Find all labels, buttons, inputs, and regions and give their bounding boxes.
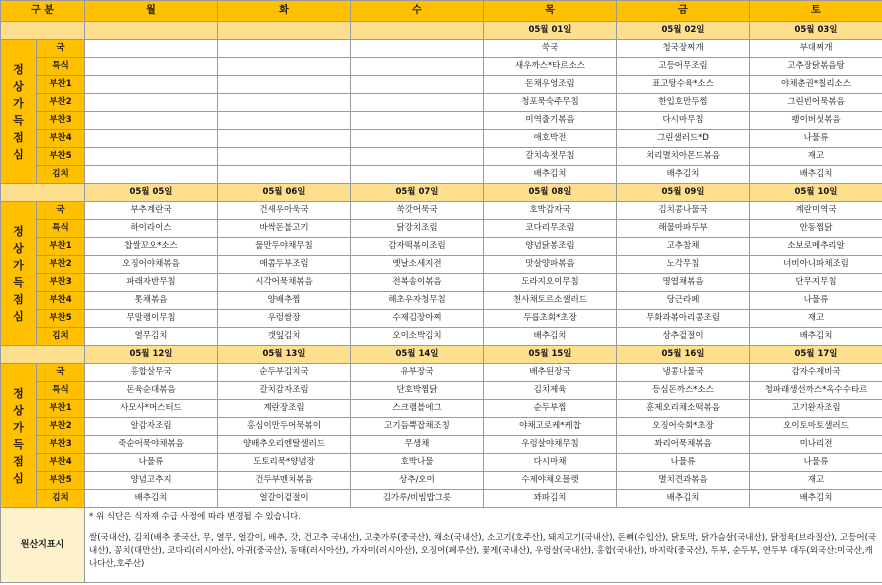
menu-cell: 오징어숙회*초장	[617, 418, 750, 436]
menu-cell: 꽈파김치	[484, 490, 617, 508]
menu-cell	[218, 94, 351, 112]
menu-cell	[218, 166, 351, 184]
menu-cell: 계란미역국	[750, 202, 882, 220]
menu-cell	[351, 58, 484, 76]
menu-row	[1, 490, 882, 508]
origin-notice: * 위 식단은 식자재 수급 사정에 따라 변경될 수 있습니다.	[89, 512, 301, 522]
date-row	[1, 346, 882, 364]
menu-cell: 꽈리어묵채볶음	[617, 436, 750, 454]
menu-cell: 오이토마토샐러드	[750, 418, 882, 436]
menu-cell: 코다리무조림	[484, 220, 617, 238]
row-label: 부찬1	[37, 238, 85, 256]
menu-row	[1, 40, 882, 58]
menu-cell: 단호박찜닭	[351, 382, 484, 400]
menu-cell: 갈치감자조림	[218, 382, 351, 400]
menu-row	[1, 220, 882, 238]
day-header-wed: 수	[351, 1, 484, 22]
row-label: 국	[37, 364, 85, 382]
menu-cell: 천사채토르소샐러드	[484, 292, 617, 310]
menu-cell	[351, 166, 484, 184]
menu-row	[1, 382, 882, 400]
row-label: 부찬4	[37, 130, 85, 148]
menu-cell	[85, 148, 218, 166]
menu-cell	[218, 58, 351, 76]
date-row-spacer	[1, 346, 85, 364]
menu-cell: 김치콩나물국	[617, 202, 750, 220]
menu-cell: 고기완자조림	[750, 400, 882, 418]
day-header-tue: 화	[218, 1, 351, 22]
row-label: 김치	[37, 490, 85, 508]
menu-cell	[85, 76, 218, 94]
menu-cell	[85, 94, 218, 112]
menu-cell: 무말랭이무침	[85, 310, 218, 328]
menu-cell: 소보로메추리알	[750, 238, 882, 256]
menu-cell: 해물마파두부	[617, 220, 750, 238]
menu-row	[1, 436, 882, 454]
menu-cell: 애호박전	[484, 130, 617, 148]
menu-cell	[218, 76, 351, 94]
menu-cell: 등심돈까스*소스	[617, 382, 750, 400]
menu-row	[1, 202, 882, 220]
menu-row	[1, 94, 882, 112]
origin-list: 쌀(국내산), 김치(배추 중국산, 무, 열무, 얼갈이, 배추, 갓, 건고추 국내산), 고춧가루(중국산), 채소(국내산), 소고기(호주산), 돼지고기(국내산), 돈뼈(수입산), 닭토막, 닭가슴살(국내산), 닭정육(브라질산), 고등어(국내산), 꽁치(대만산), 코다리(러시아산), 아귀(중국산), 동태(러시아산), 가자미(러시아산), 오징어(페루산), 꽃게(국내산), 우렁살(국내산), 홍합(국내산), 바지락(중국산), 두부, 순두부, 연두부 대두(외국산:미국산,캐나다산,호주산)	[89, 533, 877, 569]
meal-group-text: 정상가득점심	[13, 386, 24, 485]
menu-cell: 미역줄기볶음	[484, 112, 617, 130]
meal-group-text: 정상가득점심	[13, 224, 24, 323]
row-label: 부찬4	[37, 454, 85, 472]
menu-cell: 배추김치	[617, 490, 750, 508]
menu-cell: 도토리묵*양념장	[218, 454, 351, 472]
menu-cell: 청파래생선까스*옥수수타르	[750, 382, 882, 400]
menu-cell: 그린빈어묵볶음	[750, 94, 882, 112]
menu-cell: 파래자반무침	[85, 274, 218, 292]
menu-cell: 다시마채	[484, 454, 617, 472]
day-header-thu: 목	[484, 1, 617, 22]
menu-cell: 청포묵숙주무침	[484, 94, 617, 112]
row-label: 국	[37, 202, 85, 220]
menu-cell: 옛날소세지전	[351, 256, 484, 274]
menu-cell: 유부장국	[351, 364, 484, 382]
menu-row	[1, 418, 882, 436]
date-cell	[218, 22, 351, 40]
menu-cell: 노각무침	[617, 256, 750, 274]
menu-cell: 바싹돈불고기	[218, 220, 351, 238]
menu-cell: 홍합살무국	[85, 364, 218, 382]
menu-row	[1, 454, 882, 472]
menu-cell: 표고탕수육*소스	[617, 76, 750, 94]
date-cell: 05월 08일	[484, 184, 617, 202]
menu-cell: 멸치견과볶음	[617, 472, 750, 490]
menu-cell: 감자떡볶이조림	[351, 238, 484, 256]
menu-cell: 홍심이만두어묵볶이	[218, 418, 351, 436]
menu-cell: 사모사*머스터드	[85, 400, 218, 418]
row-label: 부찬3	[37, 112, 85, 130]
menu-cell: 순두부김치국	[218, 364, 351, 382]
meal-group-label	[1, 40, 37, 184]
date-cell: 05월 05일	[85, 184, 218, 202]
row-label: 부찬2	[37, 418, 85, 436]
menu-row	[1, 292, 882, 310]
row-label: 김치	[37, 328, 85, 346]
date-row	[1, 184, 882, 202]
menu-cell: 우렁살야채무침	[484, 436, 617, 454]
menu-cell: 다시마무침	[617, 112, 750, 130]
menu-cell: 열무김치	[85, 328, 218, 346]
menu-cell: 배추김치	[85, 490, 218, 508]
menu-cell: 배추김치	[750, 166, 882, 184]
menu-cell: 죽순어묵야채볶음	[85, 436, 218, 454]
row-label: 부찬5	[37, 472, 85, 490]
menu-row	[1, 400, 882, 418]
date-cell: 05월 13일	[218, 346, 351, 364]
menu-row	[1, 148, 882, 166]
menu-cell	[218, 112, 351, 130]
menu-cell: 단무지무침	[750, 274, 882, 292]
menu-cell: 안동찜닭	[750, 220, 882, 238]
menu-row	[1, 256, 882, 274]
menu-cell: 쑥갓어묵국	[351, 202, 484, 220]
menu-cell: 새우까스*타르소스	[484, 58, 617, 76]
menu-cell: 알감자조림	[85, 418, 218, 436]
menu-cell	[351, 94, 484, 112]
date-cell: 05월 14일	[351, 346, 484, 364]
menu-cell: 한입호만두찜	[617, 94, 750, 112]
menu-cell: 건두부멘치볶음	[218, 472, 351, 490]
menu-cell: 부추계란국	[85, 202, 218, 220]
menu-row	[1, 76, 882, 94]
menu-cell: 건새우아욱국	[218, 202, 351, 220]
day-header-fri: 금	[617, 1, 750, 22]
date-cell: 05월 09일	[617, 184, 750, 202]
gubun-header: 구 분	[1, 1, 85, 22]
menu-row	[1, 166, 882, 184]
menu-cell: 호박감자국	[484, 202, 617, 220]
row-label: 부찬2	[37, 94, 85, 112]
menu-cell	[218, 130, 351, 148]
menu-cell	[351, 40, 484, 58]
menu-cell: 야채고로케*케찹	[484, 418, 617, 436]
menu-cell: 돈육순대볶음	[85, 382, 218, 400]
date-cell: 05월 17일	[750, 346, 882, 364]
menu-cell: 배추된장국	[484, 364, 617, 382]
menu-cell: 양배추찜	[218, 292, 351, 310]
date-cell: 05월 02일	[617, 22, 750, 40]
menu-cell	[85, 58, 218, 76]
menu-cell: 하이라이스	[85, 220, 218, 238]
row-label: 특식	[37, 382, 85, 400]
menu-cell: 배추김치	[750, 328, 882, 346]
menu-cell	[218, 148, 351, 166]
row-label: 특식	[37, 220, 85, 238]
date-row-spacer	[1, 22, 85, 40]
header-row	[1, 1, 882, 22]
menu-cell	[85, 40, 218, 58]
menu-cell: 순두부찜	[484, 400, 617, 418]
menu-cell: 매콤두부조림	[218, 256, 351, 274]
menu-row	[1, 238, 882, 256]
menu-cell: 냉콩나물국	[617, 364, 750, 382]
menu-cell: 양념닭봉조림	[484, 238, 617, 256]
menu-cell: 치리멸치아몬드볶음	[617, 148, 750, 166]
date-cell	[351, 22, 484, 40]
menu-cell: 양념고추지	[85, 472, 218, 490]
row-label: 국	[37, 40, 85, 58]
menu-cell	[351, 148, 484, 166]
date-cell: 05월 10일	[750, 184, 882, 202]
menu-cell: 명엽채볶음	[617, 274, 750, 292]
meal-group-label	[1, 202, 37, 346]
menu-cell: 양배추오리엔탈샐러드	[218, 436, 351, 454]
menu-row	[1, 328, 882, 346]
menu-cell: 김가루/비빔밥그릇	[351, 490, 484, 508]
day-header-mon: 월	[85, 1, 218, 22]
date-cell: 05월 01일	[484, 22, 617, 40]
menu-cell: 고기듬뿍잡채조칭	[351, 418, 484, 436]
menu-cell: 무생채	[351, 436, 484, 454]
menu-cell: 호박나물	[351, 454, 484, 472]
row-label: 부찬5	[37, 148, 85, 166]
menu-cell: 나물류	[85, 454, 218, 472]
menu-cell	[351, 130, 484, 148]
row-label: 부찬1	[37, 400, 85, 418]
menu-cell	[85, 130, 218, 148]
menu-cell: 톳채볶음	[85, 292, 218, 310]
menu-cell: 재고	[750, 148, 882, 166]
menu-cell: 배추김치	[750, 490, 882, 508]
menu-cell: 미나리전	[750, 436, 882, 454]
row-label: 특식	[37, 58, 85, 76]
menu-cell: 두릅초회*초장	[484, 310, 617, 328]
menu-cell: 우렁쌈장	[218, 310, 351, 328]
menu-cell: 배추김치	[617, 166, 750, 184]
date-row	[1, 22, 882, 40]
menu-cell	[351, 76, 484, 94]
menu-cell: 스크램블에그	[351, 400, 484, 418]
menu-cell	[351, 112, 484, 130]
row-label: 김치	[37, 166, 85, 184]
menu-cell: 해초우자청무침	[351, 292, 484, 310]
menu-cell: 찹쌀꼬오*소스	[85, 238, 218, 256]
menu-cell: 전복송이볶음	[351, 274, 484, 292]
menu-cell: 나물류	[750, 130, 882, 148]
menu-cell: 훈제오리채소떡볶음	[617, 400, 750, 418]
menu-cell: 배추김치	[484, 166, 617, 184]
origin-row	[1, 508, 882, 583]
menu-cell: 닭강치조림	[351, 220, 484, 238]
date-row-spacer	[1, 184, 85, 202]
menu-cell: 오징어야채볶음	[85, 256, 218, 274]
row-label: 부찬3	[37, 274, 85, 292]
date-cell: 05월 16일	[617, 346, 750, 364]
menu-cell: 야채춘권*칠리소스	[750, 76, 882, 94]
menu-cell: 오이소박김치	[351, 328, 484, 346]
menu-cell: 고추참채	[617, 238, 750, 256]
weeks-body	[1, 22, 882, 508]
date-cell	[85, 22, 218, 40]
day-header-sat: 토	[750, 1, 882, 22]
menu-cell: 물만두야채무침	[218, 238, 351, 256]
menu-row	[1, 364, 882, 382]
menu-cell: 계란장조림	[218, 400, 351, 418]
menu-cell: 고추장닭볶음탕	[750, 58, 882, 76]
menu-cell: 상추겉절이	[617, 328, 750, 346]
menu-row	[1, 310, 882, 328]
menu-cell: 갯잎김치	[218, 328, 351, 346]
menu-cell: 그린샐러드*D	[617, 130, 750, 148]
meal-group-label	[1, 364, 37, 508]
menu-row	[1, 274, 882, 292]
row-label: 부찬5	[37, 310, 85, 328]
row-label: 부찬4	[37, 292, 85, 310]
row-label: 부찬1	[37, 76, 85, 94]
menu-cell: 갈치속젓무침	[484, 148, 617, 166]
menu-cell: 당근라페	[617, 292, 750, 310]
meal-group-text: 정상가득점심	[13, 62, 24, 161]
menu-cell: 고등어무조림	[617, 58, 750, 76]
menu-cell	[85, 112, 218, 130]
menu-row	[1, 472, 882, 490]
menu-row	[1, 130, 882, 148]
menu-cell: 나물류	[750, 454, 882, 472]
menu-cell: 쑥국	[484, 40, 617, 58]
date-cell: 05월 03일	[750, 22, 882, 40]
menu-cell: 도라지오이무침	[484, 274, 617, 292]
menu-cell	[85, 166, 218, 184]
menu-cell: 배추김치	[484, 328, 617, 346]
menu-cell: 얼갈이겉절이	[218, 490, 351, 508]
menu-row	[1, 58, 882, 76]
menu-cell: 감자수제비국	[750, 364, 882, 382]
date-cell: 05월 06일	[218, 184, 351, 202]
menu-cell: 무화과볶아리콩조림	[617, 310, 750, 328]
menu-cell: 상추/오이	[351, 472, 484, 490]
menu-cell: 너비아니파채조림	[750, 256, 882, 274]
row-label: 부찬3	[37, 436, 85, 454]
menu-cell: 돈채우엉조림	[484, 76, 617, 94]
menu-row	[1, 112, 882, 130]
origin-content	[85, 508, 882, 583]
menu-cell: 팽이버섯볶음	[750, 112, 882, 130]
menu-cell: 재고	[750, 310, 882, 328]
origin-label: 원산지표시	[1, 508, 85, 583]
date-cell: 05월 15일	[484, 346, 617, 364]
menu-cell: 나물류	[617, 454, 750, 472]
menu-cell: 맛살양파볶음	[484, 256, 617, 274]
menu-cell: 재고	[750, 472, 882, 490]
menu-cell: 수제야채오믈렛	[484, 472, 617, 490]
date-cell: 05월 12일	[85, 346, 218, 364]
menu-cell: 청국장찌개	[617, 40, 750, 58]
row-label: 부찬2	[37, 256, 85, 274]
menu-cell: 시각어묵채볶음	[218, 274, 351, 292]
menu-cell: 김치제육	[484, 382, 617, 400]
menu-cell	[218, 40, 351, 58]
menu-cell: 나물류	[750, 292, 882, 310]
date-cell: 05월 07일	[351, 184, 484, 202]
menu-cell: 부대찌개	[750, 40, 882, 58]
menu-cell: 수제김장아찌	[351, 310, 484, 328]
